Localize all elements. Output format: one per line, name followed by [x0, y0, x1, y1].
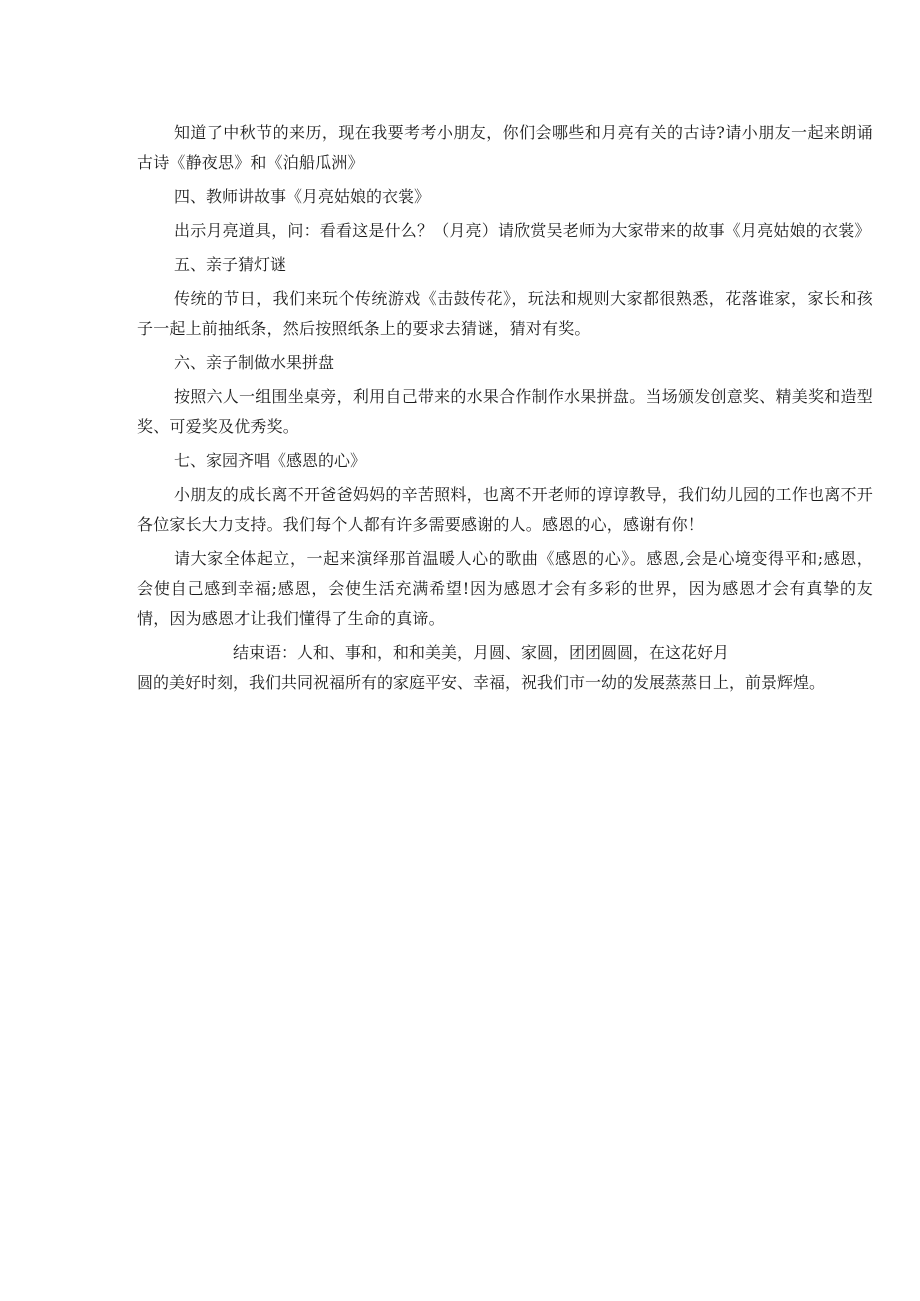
closing-remarks-rest: 圆的美好时刻，我们共同祝福所有的家庭平安、幸福，祝我们市一幼的发展蒸蒸日上，前景辉煌。: [137, 673, 826, 692]
paragraph-story: 出示月亮道具，问：看看这是什么？（月亮）请欣赏吴老师为大家带来的故事《月亮姑娘的衣裳》: [174, 221, 871, 240]
paragraph-poem-recital: 知道了中秋节的来历，现在我要考考小朋友，你们会哪些和月亮有关的古诗?请小朋友一起来朗诵古诗《静夜思》和《泊船瓜洲》: [137, 123, 873, 172]
closing-remarks-lead: 结束语：人和、事和，和和美美，月圆、家圆，团团圆圆，在这花好月: [233, 643, 730, 662]
section-heading-fruit-platter: 六、亲子制做水果拼盘: [174, 353, 335, 372]
section-heading-riddles: 五、亲子猜灯谜: [174, 255, 287, 274]
paragraph-song: 请大家全体起立，一起来演绎那首温暖人心的歌曲《感恩的心》。感恩,会是心境变得平和;感恩，会使自己感到幸福;感恩，会使生活充满希望!因为感恩才会有多彩的世界，因为感恩才会有真挚的友情，因为感恩才让我们懂得了生命的真谛。: [137, 549, 873, 628]
section-heading-song: 七、家园齐唱《感恩的心》: [174, 451, 367, 470]
paragraph-fruit-platter: 按照六人一组围坐桌旁，利用自己带来的水果合作制作水果拼盘。当场颁发创意奖、精美奖和造型奖、可爱奖及优秀奖。: [137, 387, 873, 436]
paragraph-gratitude: 小朋友的成长离不开爸爸妈妈的辛苦照料，也离不开老师的谆谆教导，我们幼儿园的工作也离不开各位家长大力支持。我们每个人都有许多需要感谢的人。感恩的心，感谢有你！: [137, 485, 873, 534]
section-heading-story: 四、教师讲故事《月亮姑娘的衣裳》: [174, 187, 431, 206]
paragraph-riddles: 传统的节日，我们来玩个传统游戏《击鼓传花》，玩法和规则大家都很熟悉，花落谁家，家长和孩子一起上前抽纸条，然后按照纸条上的要求去猜谜，猜对有奖。: [137, 289, 873, 338]
document-body: [137, 118, 873, 698]
